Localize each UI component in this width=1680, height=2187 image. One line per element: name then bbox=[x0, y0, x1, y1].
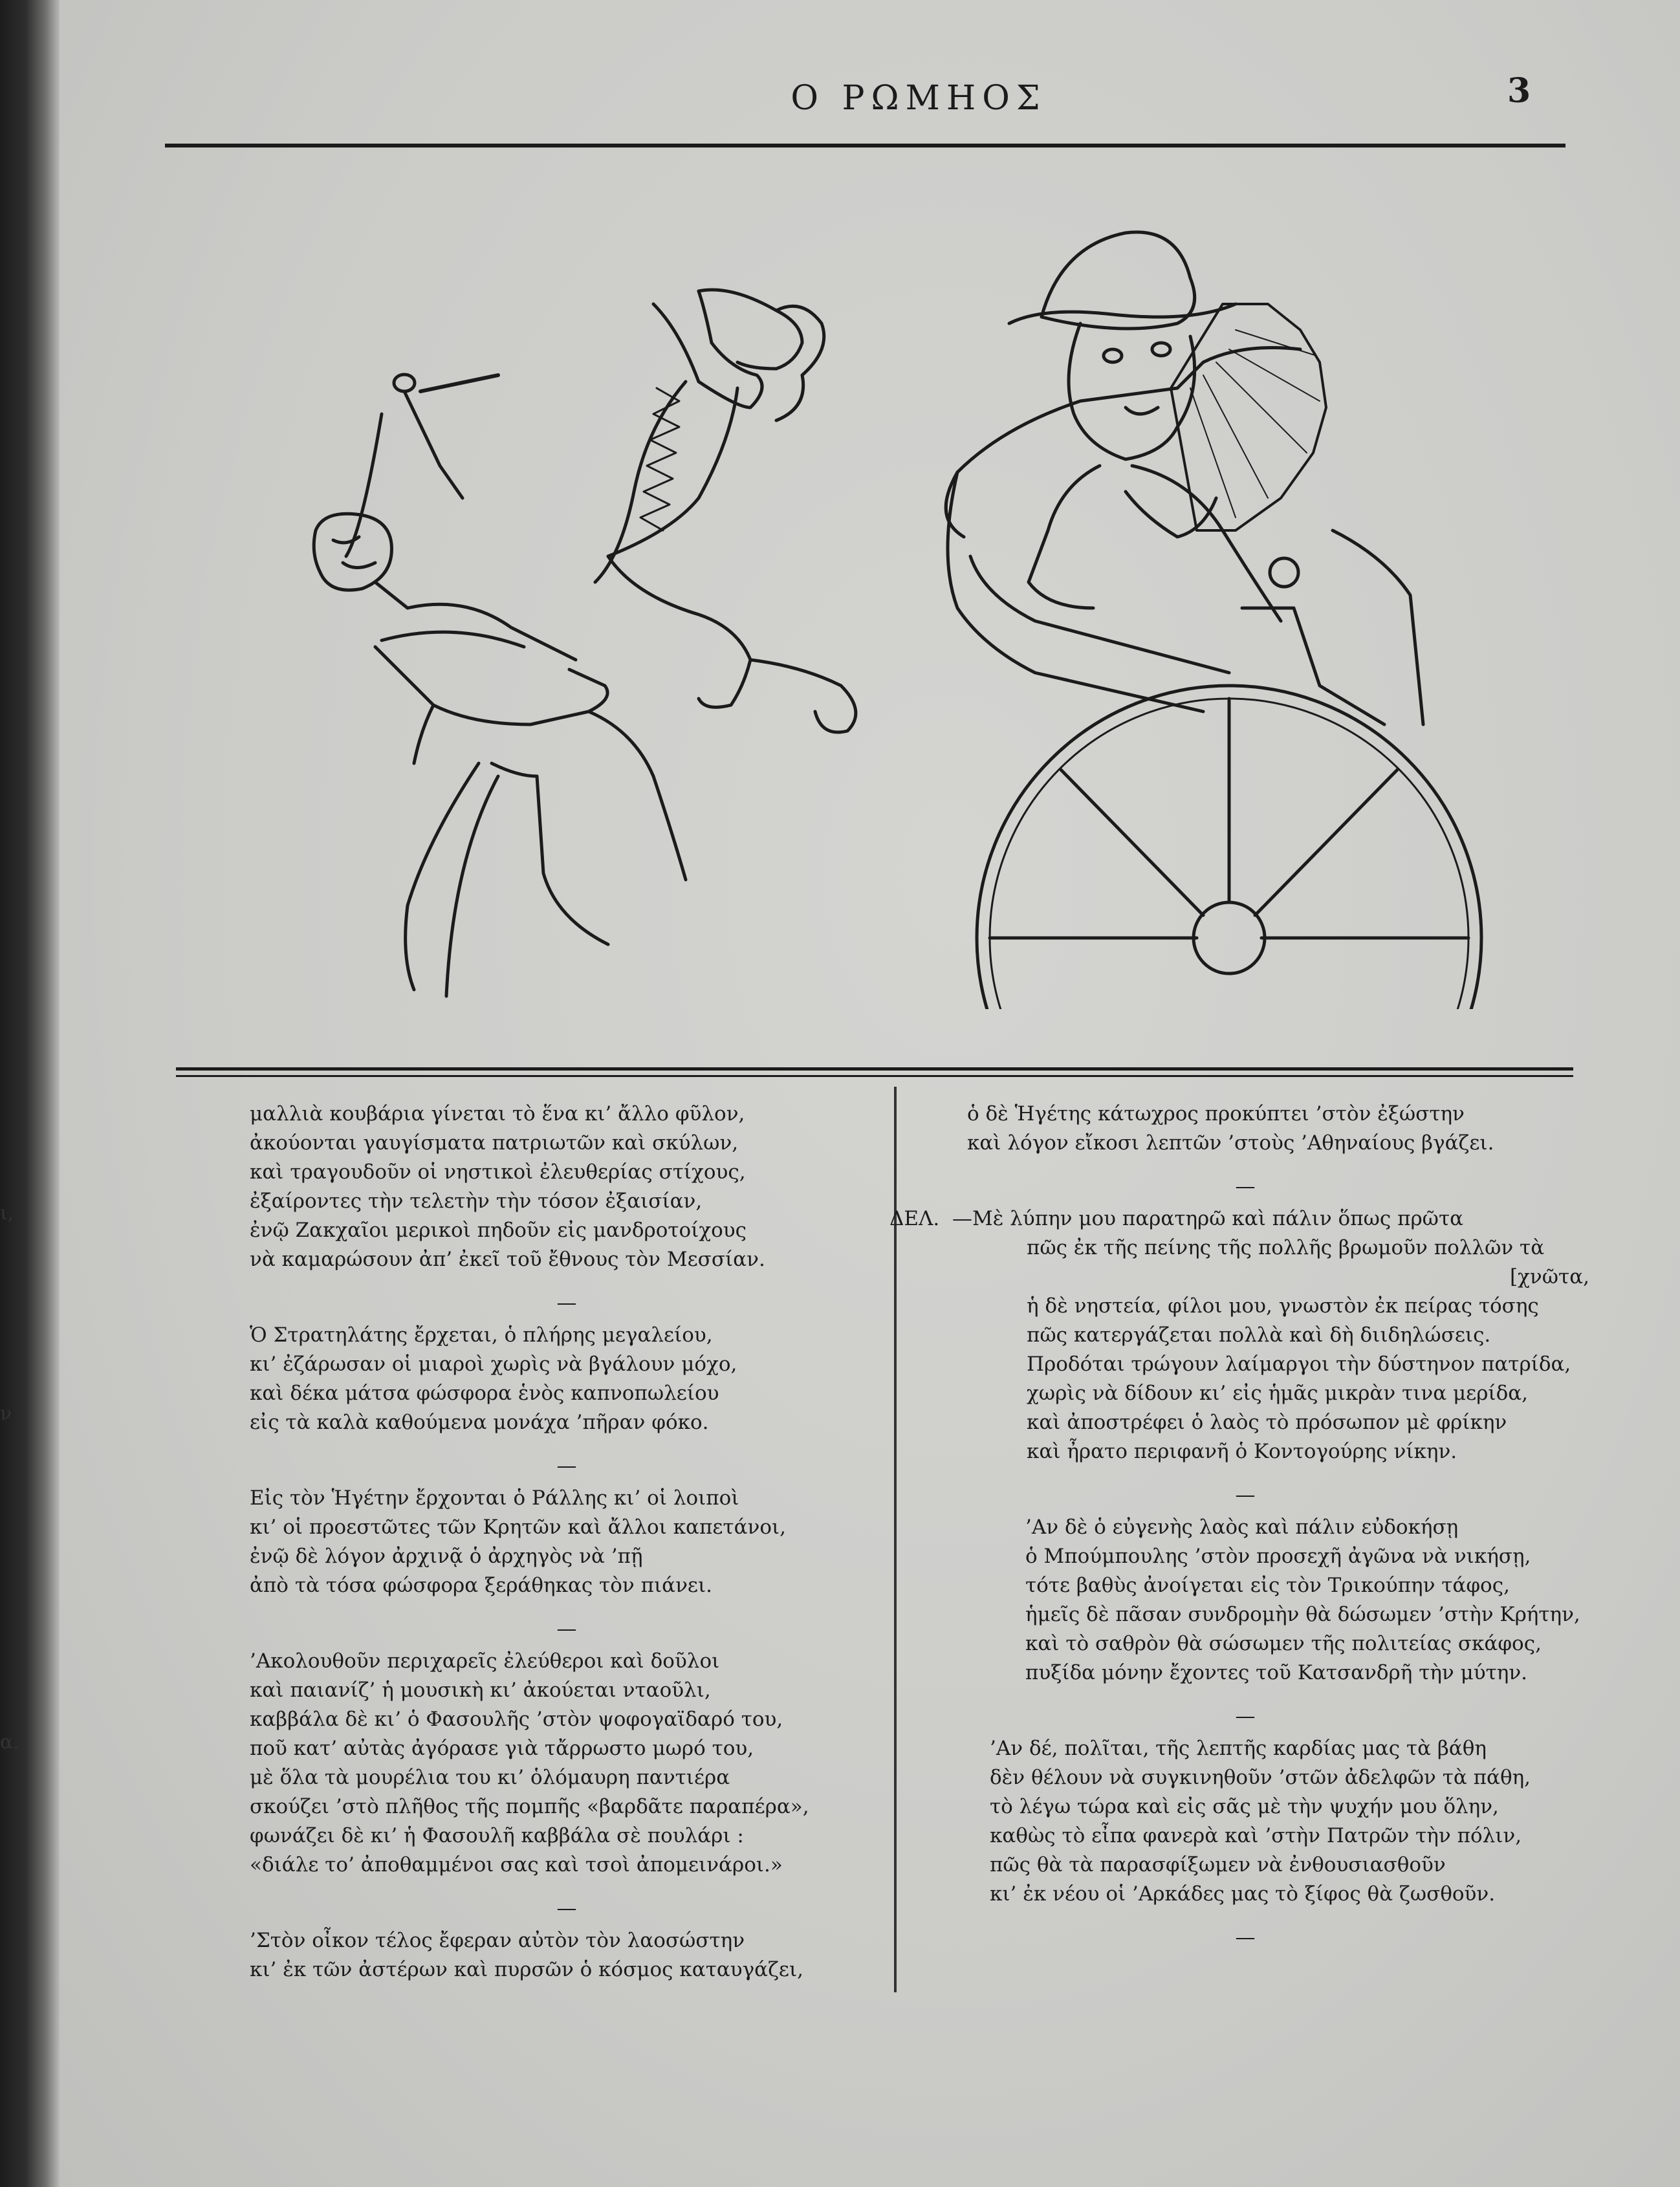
verse-line: ἀκούονται γαυγίσματα πατριωτῶν καὶ σκύλων, bbox=[250, 1131, 739, 1155]
stanza bbox=[889, 1734, 1601, 1909]
verse-line: σκούζει ’στὸ πλῆθος τῆς πομπῆς «βαρδᾶτε παραπέρα», bbox=[250, 1795, 809, 1818]
verse-line: ἐξαίροντες τὴν τελετὴν τὴν τόσον ἐξαισίαν, bbox=[250, 1190, 703, 1213]
verse-line: ἡ δὲ νηστεία, φίλοι μου, γνωστὸν ἐκ πείρας τόσης bbox=[1027, 1294, 1539, 1318]
verse-text: —Μὲ λύπην μου παρατηρῶ καὶ πάλιν ὅπως πρῶτα bbox=[952, 1207, 1464, 1230]
verse-line: πῶς ἐκ τῆς πείνης τῆς πολλῆς βρωμοῦν πολλῶν τὰ bbox=[1027, 1236, 1545, 1259]
masthead-title: Ο ΡΩΜΗΟΣ bbox=[791, 79, 1047, 118]
verse-line: κι’ οἱ προεστῶτες τῶν Κρητῶν καὶ ἄλλοι καπετάνοι, bbox=[250, 1516, 787, 1539]
stanza bbox=[250, 1100, 884, 1274]
verse-line: Εἰς τὸν Ἡγέτην ἔρχονται ὁ Ράλλης κι’ οἱ λοιποὶ bbox=[250, 1486, 739, 1510]
verse-line: καὶ δέκα μάτσα φώσφορα ἑνὸς καπνοπωλείου bbox=[250, 1382, 719, 1405]
page-number: 3 bbox=[1507, 71, 1531, 111]
verse-line: κι’ ἐκ τῶν ἀστέρων καὶ πυρσῶν ὁ κόσμος καταυγάζει, bbox=[250, 1958, 803, 1981]
verse-line: καὶ λόγον εἴκοσι λεπτῶν ’στοὺς ’Αθηναίους βγάζει. bbox=[967, 1131, 1494, 1155]
verse-line: τότε βαθὺς ἀνοίγεται εἰς τὸν Τρικούπην τάφος, bbox=[1025, 1574, 1510, 1597]
stanza-separator: — bbox=[1235, 1926, 1256, 1949]
section-rule-top bbox=[176, 1067, 1573, 1071]
stanza-separator: — bbox=[1235, 1175, 1256, 1198]
margin-fragment: α. bbox=[0, 1731, 19, 1754]
stanza-separator: — bbox=[556, 1454, 577, 1477]
verse-line: Ὁ Στρατηλάτης ἔρχεται, ὁ πλήρης μεγαλείου, bbox=[250, 1323, 713, 1347]
verse-line: ἐνῷ Ζακχαῖοι μερικοὶ πηδοῦν εἰς μανδροτοίχους bbox=[250, 1219, 747, 1242]
verse-line: πυξίδα μόνην ἔχοντες τοῦ Κατσανδρῆ τὴν μύτην. bbox=[1025, 1661, 1528, 1684]
horse-figure bbox=[406, 290, 856, 996]
speech-first-line bbox=[889, 1204, 1601, 1234]
verse-line: καὶ τὸ σαθρὸν θὰ σώσωμεν τῆς πολιτείας σκάφος, bbox=[1025, 1632, 1542, 1655]
speech-stanza bbox=[889, 1204, 1601, 1466]
verse-line: «διάλε το’ ἀποθαμμένοι σας καὶ τσοὶ ἀπομεινάροι.» bbox=[250, 1853, 783, 1877]
header-rule bbox=[165, 144, 1565, 147]
stanza bbox=[889, 1513, 1601, 1688]
margin-fragment: ν bbox=[0, 1402, 12, 1425]
carry-over-word: [χνῶτα, bbox=[1510, 1265, 1589, 1289]
verse-line: καββάλα δὲ κι’ ὁ Φασουλῆς ’στὸν ψοφογαϊδαρό του, bbox=[250, 1708, 783, 1731]
verse-line: ὁ δὲ Ἡγέτης κάτωχρος προκύπτει ’στὸν ἐξώστην bbox=[967, 1102, 1465, 1126]
verse-line: πῶς θὰ τὰ παρασφίξωμεν νὰ ἐνθουσιασθοῦν bbox=[990, 1853, 1446, 1877]
margin-fragment: ι, bbox=[0, 1202, 14, 1224]
stanza-separator: — bbox=[556, 1897, 577, 1920]
verse-line: καὶ τραγουδοῦν οἱ νηστικοὶ ἐλευθερίας στίχους, bbox=[250, 1160, 746, 1184]
verse-line: ’Αν δὲ ὁ εὐγενὴς λαὸς καὶ πάλιν εὐδοκήσῃ bbox=[1025, 1516, 1459, 1539]
verse-line: μαλλιὰ κουβάρια γίνεται τὸ ἕνα κι’ ἄλλο φῦλον, bbox=[250, 1102, 745, 1126]
verse-line: μὲ ὅλα τὰ μουρέλια του κι’ ὁλόμαυρη παντιέρα bbox=[250, 1766, 730, 1789]
verse-line: ’Αν δέ, πολῖται, τῆς λεπτῆς καρδίας μας τὰ βάθη bbox=[990, 1737, 1487, 1760]
stanza-separator: — bbox=[1235, 1483, 1256, 1507]
verse-line: κι’ ἐζάρωσαν οἱ μιαροὶ χωρὶς νὰ βγάλουν μόχο, bbox=[250, 1353, 737, 1376]
verse-line: ’Στὸν οἶκον τέλος ἔφεραν αὐτὸν τὸν λαοσώστην bbox=[250, 1929, 745, 1952]
binding-edge bbox=[0, 0, 60, 2187]
verse-line: νὰ καμαρώσουν ἀπ’ ἐκεῖ τοῦ ἔθνους τὸν Μεσσίαν. bbox=[250, 1248, 765, 1271]
verse-line: ἡμεῖς δὲ πᾶσαν συνδρομὴν θὰ δώσωμεν ’στὴν Κρήτην, bbox=[1025, 1603, 1580, 1626]
stanza bbox=[250, 1647, 884, 1880]
verse-line: καὶ παιανίζ’ ἡ μουσικὴ κι’ ἀκούεται νταοῦλι, bbox=[250, 1679, 711, 1702]
stanza-separator: — bbox=[1235, 1704, 1256, 1728]
stanza bbox=[250, 1484, 884, 1600]
verse-line: ποῦ κατ’ αὐτὰς ἀγόρασε γιὰ τἄρρωστο μωρό του, bbox=[250, 1737, 754, 1760]
verse-line: ἀπὸ τὰ τόσα φώσφορα ξεράθηκας τὸν πιάνει. bbox=[250, 1574, 712, 1597]
passenger-figure bbox=[1009, 232, 1423, 724]
verse-line: καθὼς τὸ εἶπα φανερὰ καὶ ’στὴν Πατρῶν τὴν πόλιν, bbox=[990, 1824, 1522, 1847]
verse-line: πῶς κατεργάζεται πολλὰ καὶ δὴ διιδηλώσεις. bbox=[1027, 1323, 1491, 1347]
verse-line: τὸ λέγω τώρα καὶ εἰς σᾶς μὲ τὴν ψυχήν μου ὅλην, bbox=[990, 1795, 1499, 1818]
verse-line: ’Ακολουθοῦν περιχαρεῖς ἐλεύθεροι καὶ δοῦλοι bbox=[250, 1649, 720, 1673]
verse-line: φωνάζει δὲ κι’ ἡ Φασουλῆ καββάλα σὲ πουλάρι : bbox=[250, 1824, 744, 1847]
speaker-label: ΔΕΛ. bbox=[889, 1207, 940, 1230]
verse-line: Προδόται τρώγουν λαίμαργοι τὴν δύστηνον πατρίδα, bbox=[1027, 1353, 1571, 1376]
right-column bbox=[889, 1100, 1601, 1955]
carriage-figure bbox=[946, 348, 1481, 1010]
verse-line: καὶ ἦρατο περιφανῆ ὁ Κοντογούρης νίκην. bbox=[1027, 1440, 1457, 1463]
stanza bbox=[250, 1926, 884, 1985]
stanza-separator: — bbox=[556, 1617, 577, 1640]
left-column bbox=[250, 1100, 884, 2007]
stanza bbox=[889, 1100, 1601, 1158]
verse-line: δὲν θέλουν νὰ συγκινηθοῦν ’στῶν ἀδελφῶν τὰ πάθη, bbox=[990, 1766, 1531, 1789]
stanza-separator: — bbox=[556, 1291, 577, 1314]
verse-line: κι’ ἐκ νέου οἱ ’Αρκάδες μας τὸ ξίφος θὰ ζωσθοῦν. bbox=[990, 1882, 1496, 1906]
verse-line: ἐνῷ δὲ λόγον ἀρχινᾷ ὁ ἀρχηγὸς νὰ ’πῇ bbox=[250, 1545, 643, 1568]
cartoon-illustration bbox=[285, 194, 1514, 1009]
verse-line: εἰς τὰ καλὰ καθούμενα μονάχα ’πῆραν φόκο. bbox=[250, 1411, 709, 1434]
verse-line: ὁ Μπούμπουλης ’στὸν προσεχῆ ἀγῶνα νὰ νικήσῃ, bbox=[1025, 1545, 1531, 1568]
section-rule-bottom bbox=[176, 1075, 1573, 1077]
rider-figure bbox=[314, 375, 608, 944]
verse-line: χωρὶς νὰ δίδουν κι’ εἰς ἡμᾶς μικρὰν τινα μερίδα, bbox=[1027, 1382, 1529, 1405]
stanza bbox=[250, 1321, 884, 1437]
verse-line: καὶ ἀποστρέφει ὁ λαὸς τὸ πρόσωπον μὲ φρίκην bbox=[1027, 1411, 1507, 1434]
